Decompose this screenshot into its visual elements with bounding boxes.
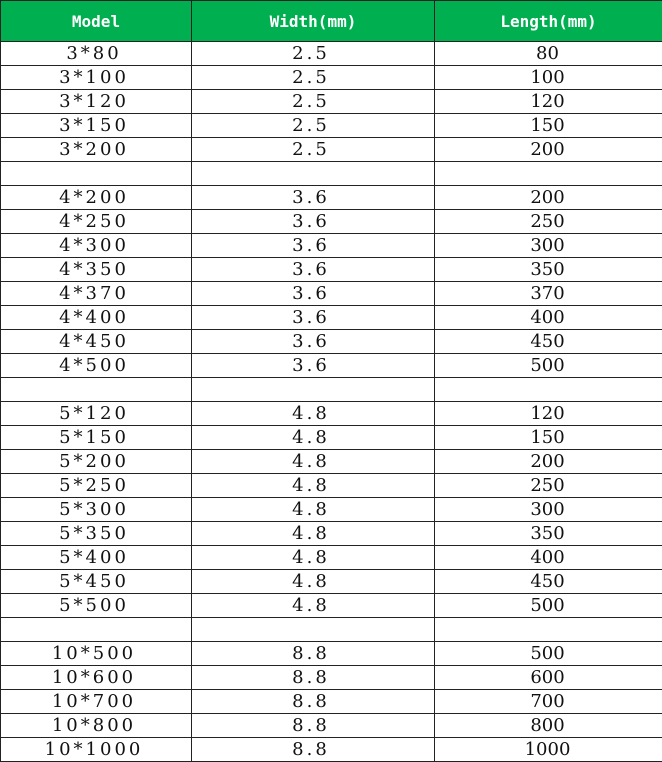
table-row [1, 90, 662, 114]
cell-model: 10*700 [1, 690, 192, 714]
header-width: Width(mm) [192, 1, 435, 42]
spacer-row [1, 378, 662, 402]
cell-width: 3.6 [192, 282, 435, 306]
cell-length: 100 [435, 66, 662, 90]
cell-model: 3*150 [1, 114, 192, 138]
table-row [1, 306, 662, 330]
cell-width: 2.5 [192, 138, 435, 162]
cell-model: 4*300 [1, 234, 192, 258]
cell-width: 3.6 [192, 234, 435, 258]
table-row [1, 330, 662, 354]
table-row [1, 546, 662, 570]
cell-width: 8.8 [192, 642, 435, 666]
header-row [1, 1, 662, 42]
cell-model: 4*450 [1, 330, 192, 354]
cell-model: 5*300 [1, 498, 192, 522]
cell-length: 500 [435, 354, 662, 378]
cell-length: 150 [435, 114, 662, 138]
header-model: Model [1, 1, 192, 42]
table-row [1, 426, 662, 450]
table-row [1, 642, 662, 666]
table-row [1, 258, 662, 282]
cell-model: 4*500 [1, 354, 192, 378]
cell-model [1, 378, 192, 402]
table-row [1, 570, 662, 594]
cell-model: 4*250 [1, 210, 192, 234]
cell-width [192, 162, 435, 186]
cell-model: 4*370 [1, 282, 192, 306]
cell-width: 8.8 [192, 666, 435, 690]
cell-length: 120 [435, 90, 662, 114]
cell-length: 400 [435, 306, 662, 330]
cell-model: 4*200 [1, 186, 192, 210]
table-body [1, 42, 662, 762]
cell-length: 250 [435, 210, 662, 234]
cell-model: 3*200 [1, 138, 192, 162]
cell-width: 4.8 [192, 522, 435, 546]
table-row [1, 138, 662, 162]
cell-length [435, 378, 662, 402]
cell-length: 500 [435, 642, 662, 666]
cell-length: 800 [435, 714, 662, 738]
table-row [1, 282, 662, 306]
table-row [1, 186, 662, 210]
cell-model [1, 162, 192, 186]
cell-model: 3*100 [1, 66, 192, 90]
cell-width: 2.5 [192, 42, 435, 66]
cell-length: 450 [435, 330, 662, 354]
table-row [1, 210, 662, 234]
cell-width: 3.6 [192, 186, 435, 210]
cell-model [1, 618, 192, 642]
cell-length: 300 [435, 234, 662, 258]
cell-length: 600 [435, 666, 662, 690]
table-row [1, 114, 662, 138]
cell-model: 10*800 [1, 714, 192, 738]
cell-width: 8.8 [192, 690, 435, 714]
table-row [1, 450, 662, 474]
cell-length: 400 [435, 546, 662, 570]
table-row [1, 666, 662, 690]
table-row [1, 594, 662, 618]
cell-width: 2.5 [192, 90, 435, 114]
cell-length: 80 [435, 42, 662, 66]
table-row [1, 498, 662, 522]
header-length: Length(mm) [435, 1, 662, 42]
cell-length: 250 [435, 474, 662, 498]
cell-length: 370 [435, 282, 662, 306]
cell-width: 8.8 [192, 714, 435, 738]
cell-model: 4*400 [1, 306, 192, 330]
cell-model: 5*150 [1, 426, 192, 450]
table-row [1, 522, 662, 546]
cell-width: 4.8 [192, 450, 435, 474]
table-row [1, 234, 662, 258]
table-header [1, 1, 662, 42]
cell-width: 3.6 [192, 210, 435, 234]
cell-length: 300 [435, 498, 662, 522]
table-row [1, 474, 662, 498]
table-row [1, 690, 662, 714]
cell-model: 5*250 [1, 474, 192, 498]
cell-length: 500 [435, 594, 662, 618]
cell-model: 4*350 [1, 258, 192, 282]
cell-length: 450 [435, 570, 662, 594]
cell-length: 700 [435, 690, 662, 714]
cell-length: 200 [435, 138, 662, 162]
cell-model: 5*400 [1, 546, 192, 570]
cell-model: 5*500 [1, 594, 192, 618]
cell-model: 10*600 [1, 666, 192, 690]
table-row [1, 402, 662, 426]
cell-model: 5*120 [1, 402, 192, 426]
cell-width: 3.6 [192, 306, 435, 330]
cell-length: 120 [435, 402, 662, 426]
cell-width [192, 618, 435, 642]
cell-model: 10*1000 [1, 738, 192, 762]
cell-width: 4.8 [192, 570, 435, 594]
spacer-row [1, 162, 662, 186]
table-row [1, 42, 662, 66]
cell-width: 3.6 [192, 258, 435, 282]
cell-length: 200 [435, 186, 662, 210]
cell-model: 5*200 [1, 450, 192, 474]
cell-width: 3.6 [192, 354, 435, 378]
table-row [1, 354, 662, 378]
cell-length: 1000 [435, 738, 662, 762]
cell-length [435, 618, 662, 642]
cell-length [435, 162, 662, 186]
table-row [1, 66, 662, 90]
cell-width: 4.8 [192, 546, 435, 570]
cell-width: 4.8 [192, 402, 435, 426]
cell-width: 4.8 [192, 426, 435, 450]
table-row [1, 738, 662, 762]
cell-width: 3.6 [192, 330, 435, 354]
cell-width: 4.8 [192, 474, 435, 498]
cell-length: 200 [435, 450, 662, 474]
cell-length: 350 [435, 258, 662, 282]
cell-width: 2.5 [192, 114, 435, 138]
cell-width [192, 378, 435, 402]
cell-length: 150 [435, 426, 662, 450]
cell-width: 2.5 [192, 66, 435, 90]
cell-width: 4.8 [192, 498, 435, 522]
spacer-row [1, 618, 662, 642]
cell-model: 3*80 [1, 42, 192, 66]
cell-model: 3*120 [1, 90, 192, 114]
cell-length: 350 [435, 522, 662, 546]
cell-model: 10*500 [1, 642, 192, 666]
cell-width: 4.8 [192, 594, 435, 618]
cell-model: 5*350 [1, 522, 192, 546]
table-row [1, 714, 662, 738]
cell-model: 5*450 [1, 570, 192, 594]
cell-width: 8.8 [192, 738, 435, 762]
